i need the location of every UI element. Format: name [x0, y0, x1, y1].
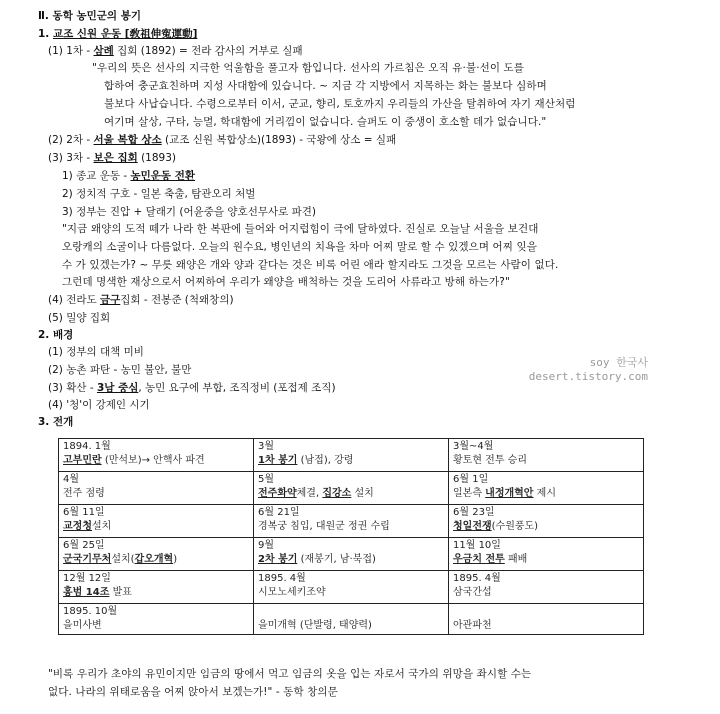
- s2-item1: (1) 정부의 대책 미비: [48, 346, 144, 358]
- timeline-event-text: 을미사변: [63, 620, 102, 631]
- timeline-date: 6월 23일: [453, 507, 495, 518]
- s2-item3-rest: , 농민 요구에 부합, 조직정비 (포접제 조직): [138, 382, 336, 394]
- timeline-event: [258, 454, 444, 468]
- timeline-date: 12월 12일: [63, 573, 111, 584]
- timeline-cell: [449, 604, 644, 635]
- timeline-event-text: 패배: [504, 554, 528, 565]
- timeline-row: [59, 571, 644, 604]
- timeline-event: [63, 619, 249, 633]
- s1-sub1: [62, 168, 195, 184]
- s1-sub1-key: 농민운동 전환: [130, 170, 196, 182]
- s2-item3-key: 3남 중심: [96, 382, 139, 394]
- timeline-cell: [449, 505, 644, 538]
- s1-sub3: 3) 정부는 진압 + 달래기 (어윤중을 양호선무사로 파견): [62, 206, 316, 218]
- s1-item1-rest: 집회 (1892) = 전라 감사의 거부로 실패: [113, 45, 303, 57]
- timeline-event-text: 시모노세키조약: [258, 587, 326, 598]
- section-1-title-plain: 교조 신원 운동: [52, 28, 125, 40]
- timeline-event-key: 전주화약: [258, 488, 297, 499]
- timeline-table: [58, 438, 644, 635]
- timeline-event: [258, 586, 444, 600]
- timeline-cell: [59, 571, 254, 604]
- s1-item1-num: (1) 1차 -: [48, 45, 94, 57]
- watermark: [498, 356, 648, 384]
- timeline-date: 11월 10일: [453, 540, 501, 551]
- timeline-event-key: 홍범 14조: [63, 587, 110, 598]
- timeline-cell: [449, 439, 644, 472]
- s2-item3-num: (3) 확산 -: [48, 382, 97, 394]
- quote1-line: 불보다 사납습니다. 수령으로부터 이서, 군교, 향리, 토호까지 우리들의 가산을 탈취하여 자기 재산처럼: [104, 98, 576, 110]
- timeline-row: [59, 505, 644, 538]
- timeline-event: [258, 553, 444, 567]
- timeline-cell: [59, 538, 254, 571]
- quote1-line: 여기며 살상, 구타, 능멸, 학대함에 거리낌이 없습니다. 슬퍼도 이 중생이 호소할 데가 없습니다.": [104, 116, 547, 128]
- timeline-row: [59, 472, 644, 505]
- timeline-date: 4월: [63, 474, 80, 485]
- timeline-event-text: 경복궁 침입, 대원군 정권 수립: [258, 521, 390, 532]
- timeline-cell: [59, 439, 254, 472]
- timeline-event-key: 군국기무처: [63, 554, 112, 565]
- timeline-cell: [254, 472, 449, 505]
- timeline-date: 6월 1일: [453, 474, 489, 485]
- timeline-date: 9월: [258, 540, 275, 551]
- timeline-date: 3월~4월: [453, 441, 494, 452]
- s1-item2: [48, 132, 396, 148]
- s2-item2: (2) 농촌 파탄 - 농민 불안, 불만: [48, 364, 192, 376]
- timeline-event-key: 2차 봉기: [258, 554, 298, 565]
- timeline-date: 6월 25일: [63, 540, 105, 551]
- timeline-cell: [254, 505, 449, 538]
- timeline-event-text: 제시: [533, 488, 556, 499]
- s1-item2-rest: (교조 신원 복합상소)(1893) - 국왕에 상소 = 실패: [161, 134, 397, 146]
- s1-item1: [48, 43, 303, 59]
- s1-sub1-num: 1) 종교 운동 -: [62, 170, 131, 182]
- timeline-event-text: 아관파천: [453, 620, 492, 631]
- timeline-event: [63, 487, 249, 501]
- timeline-event-text: 발표: [109, 587, 132, 598]
- timeline-row: [59, 439, 644, 472]
- timeline-date: 1895. 4월: [453, 573, 501, 584]
- s1-item3-key: 보은 집회: [93, 152, 138, 164]
- timeline-event: [453, 520, 639, 534]
- timeline-date: [258, 605, 444, 619]
- s1-item4-rest: 집회 - 전봉준 (척왜창의): [120, 294, 234, 306]
- timeline-event: [63, 454, 249, 468]
- timeline-event-text: 설치(: [111, 554, 135, 565]
- bottom-quote-line: "비록 우리가 초야의 유민이지만 임금의 땅에서 먹고 임금의 옷을 입는 자로서 국가의 위망을 좌시할 수는: [48, 668, 532, 680]
- timeline-cell: [254, 604, 449, 635]
- timeline-date: 1894. 1월: [63, 441, 111, 452]
- timeline-event: [63, 586, 249, 600]
- section-3-heading: 3. 전개: [38, 416, 74, 428]
- section-1-heading: [38, 26, 197, 42]
- quote1-line: "우리의 뜻은 선사의 지극한 억울함을 풀고자 함입니다. 선사의 가르침은 오직 유·불·선이 도를: [92, 62, 525, 74]
- timeline-event-text: 설치: [351, 488, 374, 499]
- s1-item2-num: (2) 2차 -: [48, 134, 94, 146]
- timeline-event-key: 교정청: [63, 521, 92, 532]
- s1-item3-num: (3) 3차 -: [48, 152, 94, 164]
- timeline-event-text: (만석보)→ 안핵사 파견: [101, 455, 205, 466]
- timeline-cell: [59, 472, 254, 505]
- timeline-event-key: 내정개혁안: [485, 488, 534, 499]
- timeline-event-key: 갑오개혁: [134, 554, 174, 565]
- bottom-quote-line: 없다. 나라의 위태로움을 어찌 앉아서 보겠는가!" - 동학 창의문: [48, 686, 338, 698]
- timeline-event: [63, 520, 249, 534]
- timeline-event-text: 삼국간섭: [453, 587, 492, 598]
- s1-item5: (5) 밀양 집회: [48, 312, 111, 324]
- quote2-line: 수 가 있겠는가? ~ 무릇 왜양은 개와 양과 같다는 것은 비록 어린 애라 할지라도 그것을 모르는 사람이 없다.: [62, 259, 559, 271]
- s1-item4-key: 금구: [99, 294, 121, 306]
- timeline-cell: [449, 472, 644, 505]
- s1-item4: [48, 292, 234, 308]
- timeline-row: [59, 538, 644, 571]
- s1-item4-num: (4) 전라도: [48, 294, 100, 306]
- timeline-cell: [59, 505, 254, 538]
- s1-item3: [48, 150, 176, 166]
- timeline-cell: [254, 571, 449, 604]
- watermark-line2: desert.tistory.com: [528, 370, 648, 383]
- timeline-event: [453, 586, 639, 600]
- timeline-event: [453, 553, 639, 567]
- section-title: Ⅱ. 동학 농민군의 봉기: [38, 10, 142, 22]
- timeline-cell: [449, 571, 644, 604]
- quote2-line: "지금 왜양의 도적 떼가 나라 한 복판에 들어와 어지럽힘이 극에 달하였다. 진실로 오늘날 서울을 보건대: [62, 223, 539, 235]
- timeline-event: [453, 487, 639, 501]
- timeline-event-key: 1차 봉기: [258, 455, 298, 466]
- timeline-cell: [254, 538, 449, 571]
- timeline-event: [258, 619, 444, 633]
- timeline-event-text: (재봉기, 남·북접): [297, 554, 376, 565]
- timeline-cell: [449, 538, 644, 571]
- timeline-event: [258, 520, 444, 534]
- s2-item4: (4) '청'이 강제인 시기: [48, 399, 150, 411]
- quote2-line: 오랑캐의 소굴이나 다름없다. 오늘의 원수요, 병인년의 치욕을 차마 어찌 말로 할 수 있겠으며 어찌 잊을: [62, 241, 537, 253]
- timeline-event-text: 전주 점령: [63, 488, 105, 499]
- section-1-num: 1.: [38, 28, 50, 40]
- timeline-date: 5월: [258, 474, 275, 485]
- timeline-event-text: 설치: [91, 521, 112, 532]
- s1-item3-rest: (1893): [137, 152, 176, 164]
- timeline-date: 6월 21일: [258, 507, 300, 518]
- timeline-event-text: 을미개혁 (단발령, 태양력): [258, 620, 372, 631]
- timeline-event-text: (남접), 강령: [297, 455, 354, 466]
- s1-item2-key: 서울 복합 상소: [93, 134, 162, 146]
- timeline-event-key: 청일전쟁: [453, 521, 492, 532]
- timeline-event-key: 고부민란: [63, 455, 102, 466]
- timeline-cell: [254, 439, 449, 472]
- s1-sub2: 2) 정치적 구호 - 일본 축출, 탐관오리 처벌: [62, 188, 256, 200]
- timeline-event: [453, 454, 639, 468]
- timeline-date: 1895. 10월: [63, 606, 118, 617]
- timeline-event-text: 일본측: [453, 488, 486, 499]
- timeline-event: [63, 553, 249, 567]
- s2-item3: [48, 380, 336, 396]
- timeline-event-key: 집강소: [322, 488, 352, 499]
- s1-item1-key: 삼례: [93, 45, 114, 57]
- timeline-date: 6월 11일: [63, 507, 105, 518]
- timeline-date: [453, 605, 639, 619]
- section-2-heading: 2. 배경: [38, 329, 74, 341]
- timeline-event-text: 황토현 전투 승리: [453, 455, 527, 466]
- timeline-date: 1895. 4월: [258, 573, 306, 584]
- timeline-event: [453, 619, 639, 633]
- watermark-line1: soy 한국사: [589, 356, 648, 369]
- timeline-row: [59, 604, 644, 635]
- timeline-date: 3월: [258, 441, 275, 452]
- timeline-event-text: ): [173, 554, 178, 565]
- timeline-cell: [59, 604, 254, 635]
- section-1-title-bold: [敎祖伸寃運動]: [124, 28, 198, 40]
- timeline-event-text: (수원풍도): [491, 521, 539, 532]
- timeline-event: [258, 487, 444, 501]
- quote2-line: 그런데 명색한 재상으로서 어찌하여 우리가 왜양을 배척하는 것을 도리어 사류라고 방해 하는가?": [62, 276, 510, 288]
- timeline-event-text: 체결,: [296, 488, 323, 499]
- quote1-line: 합하여 충군효친하며 지성 사대함에 있습니다. ~ 지금 각 지방에서 지목하는 화는 불보다 심하며: [104, 80, 547, 92]
- timeline-event-key: 우금치 전투: [453, 554, 505, 565]
